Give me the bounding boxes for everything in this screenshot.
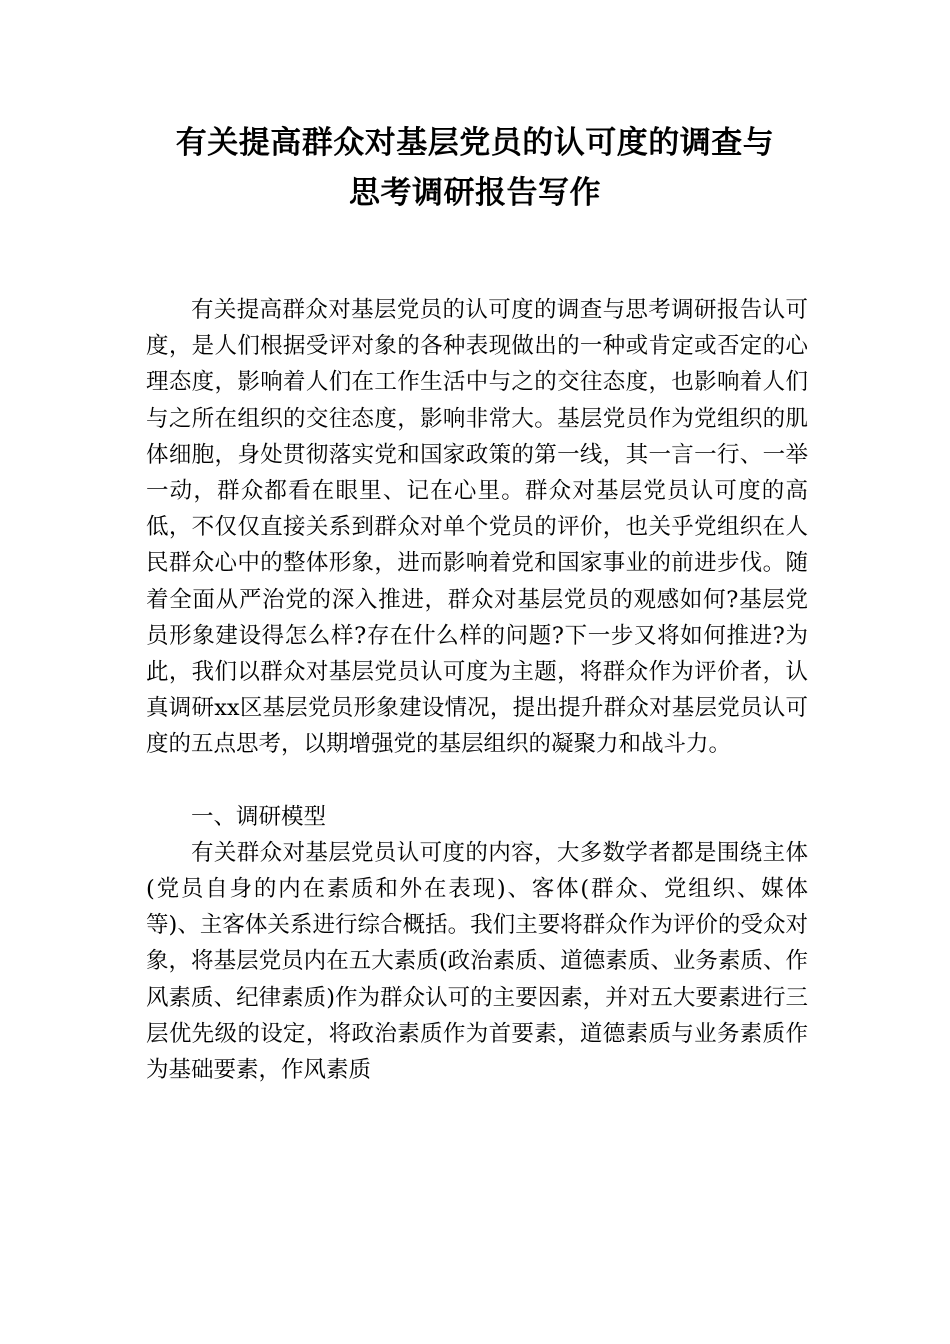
intro-paragraph: 有关提高群众对基层党员的认可度的调查与思考调研报告认可度，是人们根据受评对象的各种表现做出的一种或肯定或否定的心理态度，影响着人们在工作生活中与之的交往态度，也影响着人们与之所在组织的交往态度，影响非常大。基层党员作为党组织的肌体细胞，身处贯彻落实党和国家政策的第一线，其一言一行、一举一动，群众都看在眼里、记在心里。群众对基层党员认可度的高低，不仅仅直接关系到群众对单个党员的评价，也关乎党组织在人民群众心中的整体形象，进而影响着党和国家事业的前进步伐。随着全面从严治党的深入推进，群众对基层党员的观感如何?基层党员形象建设得怎么样?存在什么样的问题?下一步又将如何推进?为此，我们以群众对基层党员认可度为主题，将群众作为评价者，认真调研xx区基层党员形象建设情况，提出提升群众对基层党员认可度的五点思考，以期增强党的基层组织的凝聚力和战斗力。 (146, 297, 808, 758)
document-body (146, 292, 808, 1088)
title-line-2: 思考调研报告写作 (349, 175, 601, 211)
section-heading: 一、调研模型 (191, 803, 327, 830)
section-paragraph: 有关群众对基层党员认可度的内容，大多数学者都是围绕主体(党员自身的内在素质和外在表现)、客体(群众、党组织、媒体等)、主客体关系进行综合概括。我们主要将群众作为评价的受众对象，将基层党员内在五大素质(政治素质、道德素质、业务素质、作风素质、纪律素质)作为群众认可的主要因素，并对五大要素进行三层优先级的设定，将政治素质作为首要素，道德素质与业务素质作为基础要素，作风素质 (146, 839, 808, 1084)
document-title (120, 118, 830, 218)
title-line-1: 有关提高群众对基层党员的认可度的调查与 (175, 125, 775, 161)
